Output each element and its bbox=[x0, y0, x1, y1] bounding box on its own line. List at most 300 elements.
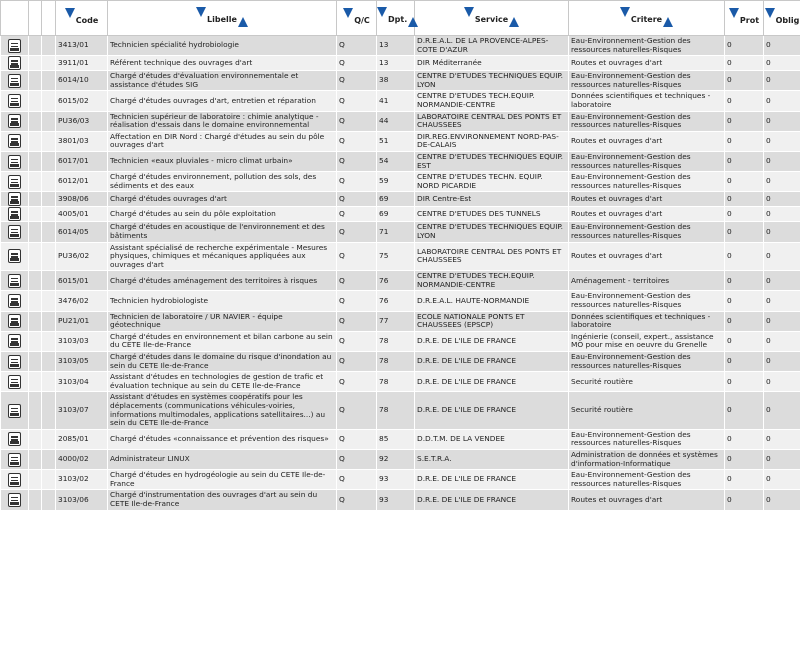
document-icon[interactable] bbox=[8, 74, 21, 88]
document-icon[interactable] bbox=[8, 94, 21, 108]
blank-column-header bbox=[29, 1, 42, 36]
table-row bbox=[1, 71, 800, 91]
critere-cell: Eau-Environnement-Gestion des ressources naturelles-Risques bbox=[569, 222, 725, 242]
table-row bbox=[1, 429, 800, 449]
dpt-header[interactable]: Dpt. bbox=[377, 1, 415, 36]
dpt-cell: 78 bbox=[377, 331, 415, 351]
blank-cell bbox=[29, 352, 42, 372]
blank-cell bbox=[42, 392, 56, 429]
prot-cell: 0 bbox=[725, 172, 764, 192]
sort-desc-icon[interactable] bbox=[464, 7, 474, 17]
prot-cell: 0 bbox=[725, 131, 764, 151]
detail-cell[interactable] bbox=[1, 372, 29, 392]
critere-cell: Routes et ouvrages d'art bbox=[569, 207, 725, 222]
dpt-cell: 71 bbox=[377, 222, 415, 242]
detail-cell[interactable] bbox=[1, 490, 29, 510]
dpt-cell: 78 bbox=[377, 352, 415, 372]
header-row bbox=[1, 1, 800, 36]
critere-cell: Securité routière bbox=[569, 392, 725, 429]
detail-cell[interactable] bbox=[1, 56, 29, 71]
document-icon[interactable] bbox=[8, 134, 21, 148]
sort-asc-icon[interactable] bbox=[408, 17, 418, 27]
table-row bbox=[1, 111, 800, 131]
detail-cell[interactable] bbox=[1, 207, 29, 222]
oblig-cell: 0 bbox=[764, 490, 800, 510]
blank-cell bbox=[29, 91, 42, 111]
dpt-cell: 77 bbox=[377, 311, 415, 331]
detail-cell[interactable] bbox=[1, 352, 29, 372]
table-row bbox=[1, 271, 800, 291]
service-cell: CENTRE D'ETUDES DES TUNNELS bbox=[415, 207, 569, 222]
document-icon[interactable] bbox=[8, 249, 21, 263]
table-row bbox=[1, 222, 800, 242]
prot-cell: 0 bbox=[725, 449, 764, 469]
sort-desc-icon[interactable] bbox=[620, 7, 630, 17]
detail-cell[interactable] bbox=[1, 151, 29, 171]
oblig-cell: 0 bbox=[764, 470, 800, 490]
oblig-cell: 0 bbox=[764, 242, 800, 271]
code-cell: 4005/01 bbox=[56, 207, 108, 222]
libelle-cell: Affectation en DIR Nord : Chargé d'études au sein du pôle ouvrages d'art bbox=[108, 131, 337, 151]
service-cell: CENTRE D'ETUDES TECHNIQUES EQUIP. LYON bbox=[415, 71, 569, 91]
prot-cell: 0 bbox=[725, 56, 764, 71]
qc-cell: Q bbox=[337, 36, 377, 56]
sort-desc-icon[interactable] bbox=[729, 8, 739, 18]
code-cell: 2085/01 bbox=[56, 429, 108, 449]
table-row bbox=[1, 392, 800, 429]
critere-cell: Eau-Environnement-Gestion des ressources naturelles-Risques bbox=[569, 429, 725, 449]
service-cell: D.R.E.A.L. DE LA PROVENCE-ALPES-COTE D'AZUR bbox=[415, 36, 569, 56]
document-icon[interactable] bbox=[8, 175, 21, 189]
table-row bbox=[1, 91, 800, 111]
table-row bbox=[1, 172, 800, 192]
oblig-cell: 0 bbox=[764, 207, 800, 222]
detail-cell[interactable] bbox=[1, 449, 29, 469]
qc-cell: Q bbox=[337, 131, 377, 151]
blank-cell bbox=[29, 151, 42, 171]
oblig-cell: 0 bbox=[764, 111, 800, 131]
prot-cell: 0 bbox=[725, 470, 764, 490]
document-icon[interactable] bbox=[8, 375, 21, 389]
oblig-cell: 0 bbox=[764, 192, 800, 207]
blank-column-header bbox=[42, 1, 56, 36]
oblig-cell: 0 bbox=[764, 352, 800, 372]
table-row bbox=[1, 470, 800, 490]
detail-cell[interactable] bbox=[1, 222, 29, 242]
libelle-cell: Technicien hydrobiologiste bbox=[108, 291, 337, 311]
blank-cell bbox=[29, 172, 42, 192]
code-cell: 3413/01 bbox=[56, 36, 108, 56]
oblig-cell: 0 bbox=[764, 311, 800, 331]
sort-desc-icon[interactable] bbox=[196, 7, 206, 17]
table-body bbox=[1, 36, 800, 511]
document-icon[interactable] bbox=[8, 473, 21, 487]
oblig-cell: 0 bbox=[764, 449, 800, 469]
qc-cell: Q bbox=[337, 222, 377, 242]
critere-cell: Eau-Environnement-Gestion des ressources naturelles-Risques bbox=[569, 470, 725, 490]
service-cell: S.E.T.R.A. bbox=[415, 449, 569, 469]
code-cell: 3103/02 bbox=[56, 470, 108, 490]
libelle-cell: Chargé d'études dans le domaine du risque d'inondation au sein du CETE Ile-de-France bbox=[108, 352, 337, 372]
libelle-cell: Chargé d'études au sein du pôle exploitation bbox=[108, 207, 337, 222]
blank-cell bbox=[42, 372, 56, 392]
libelle-cell: Technicien supérieur de laboratoire : chimie analytique - réalisation d'essais dans le domaine environnemental bbox=[108, 111, 337, 131]
qc-header[interactable]: Q/C bbox=[337, 1, 377, 36]
detail-cell[interactable] bbox=[1, 36, 29, 56]
document-icon[interactable] bbox=[8, 114, 21, 128]
blank-cell bbox=[29, 311, 42, 331]
qc-cell: Q bbox=[337, 151, 377, 171]
code-cell: 3103/05 bbox=[56, 352, 108, 372]
blank-cell bbox=[42, 192, 56, 207]
document-icon[interactable] bbox=[8, 274, 21, 288]
dpt-cell: 69 bbox=[377, 192, 415, 207]
code-cell: 3103/03 bbox=[56, 331, 108, 351]
code-cell: 6012/01 bbox=[56, 172, 108, 192]
critere-cell: Administration de données et systèmes d'information-Informatique bbox=[569, 449, 725, 469]
critere-cell: Eau-Environnement-Gestion des ressources naturelles-Risques bbox=[569, 71, 725, 91]
document-icon[interactable] bbox=[8, 334, 21, 348]
service-cell: D.R.E. DE L'ILE DE FRANCE bbox=[415, 490, 569, 510]
prot-cell: 0 bbox=[725, 242, 764, 271]
blank-cell bbox=[29, 111, 42, 131]
prot-cell: 0 bbox=[725, 36, 764, 56]
dpt-cell: 93 bbox=[377, 490, 415, 510]
prot-cell: 0 bbox=[725, 71, 764, 91]
table-row bbox=[1, 242, 800, 271]
dpt-cell: 76 bbox=[377, 271, 415, 291]
dpt-cell: 78 bbox=[377, 392, 415, 429]
detail-cell[interactable] bbox=[1, 192, 29, 207]
service-cell: CENTRE D'ETUDES TECHNIQUES EQUIP. EST bbox=[415, 151, 569, 171]
prot-cell: 0 bbox=[725, 429, 764, 449]
detail-cell[interactable] bbox=[1, 91, 29, 111]
service-cell: CENTRE D'ETUDES TECH.EQUIP. NORMANDIE-CENTRE bbox=[415, 271, 569, 291]
blank-cell bbox=[42, 71, 56, 91]
blank-cell bbox=[29, 470, 42, 490]
service-cell: D.R.E. DE L'ILE DE FRANCE bbox=[415, 392, 569, 429]
service-cell: D.R.E. DE L'ILE DE FRANCE bbox=[415, 470, 569, 490]
qc-cell: Q bbox=[337, 372, 377, 392]
prot-cell: 0 bbox=[725, 490, 764, 510]
qc-cell: Q bbox=[337, 271, 377, 291]
oblig-cell: 0 bbox=[764, 392, 800, 429]
table-row bbox=[1, 331, 800, 351]
oblig-cell: 0 bbox=[764, 222, 800, 242]
critere-cell: Données scientifiques et techniques - laboratoire bbox=[569, 311, 725, 331]
code-cell: 3103/06 bbox=[56, 490, 108, 510]
code-cell: 3908/06 bbox=[56, 192, 108, 207]
service-cell: DIR Méditerranée bbox=[415, 56, 569, 71]
document-icon[interactable] bbox=[8, 39, 21, 53]
libelle-cell: Assistant d'études en technologies de gestion de trafic et évaluation technique au sein du CETE Ile-de-France bbox=[108, 372, 337, 392]
critere-cell: Routes et ouvrages d'art bbox=[569, 490, 725, 510]
blank-cell bbox=[42, 291, 56, 311]
critere-cell: Routes et ouvrages d'art bbox=[569, 131, 725, 151]
oblig-cell: 0 bbox=[764, 291, 800, 311]
libelle-cell: Chargé d'études en hydrogéologie au sein du CETE Ile-de-France bbox=[108, 470, 337, 490]
code-cell: 3103/04 bbox=[56, 372, 108, 392]
prot-cell: 0 bbox=[725, 372, 764, 392]
service-cell: D.R.E.A.L. HAUTE-NORMANDIE bbox=[415, 291, 569, 311]
blank-cell bbox=[29, 372, 42, 392]
dpt-cell: 59 bbox=[377, 172, 415, 192]
oblig-cell: 0 bbox=[764, 172, 800, 192]
code-cell: 3911/01 bbox=[56, 56, 108, 71]
oblig-cell: 0 bbox=[764, 372, 800, 392]
service-cell: LABORATOIRE CENTRAL DES PONTS ET CHAUSSEES bbox=[415, 111, 569, 131]
service-cell: CENTRE D'ETUDES TECH.EQUIP. NORMANDIE-CENTRE bbox=[415, 91, 569, 111]
oblig-cell: 0 bbox=[764, 151, 800, 171]
code-cell: PU36/02 bbox=[56, 242, 108, 271]
code-cell: 3801/03 bbox=[56, 131, 108, 151]
blank-cell bbox=[29, 392, 42, 429]
service-cell: D.R.E. DE L'ILE DE FRANCE bbox=[415, 372, 569, 392]
table-row bbox=[1, 291, 800, 311]
oblig-cell: 0 bbox=[764, 91, 800, 111]
document-icon[interactable] bbox=[8, 56, 21, 70]
qc-cell: Q bbox=[337, 172, 377, 192]
libelle-cell: Chargé d'études ouvrages d'art, entretien et réparation bbox=[108, 91, 337, 111]
qc-cell: Q bbox=[337, 470, 377, 490]
qc-cell: Q bbox=[337, 352, 377, 372]
detail-cell[interactable] bbox=[1, 271, 29, 291]
document-icon[interactable] bbox=[8, 493, 21, 507]
blank-cell bbox=[42, 429, 56, 449]
detail-cell[interactable] bbox=[1, 392, 29, 429]
blank-cell bbox=[42, 207, 56, 222]
dpt-cell: 76 bbox=[377, 291, 415, 311]
libelle-header[interactable]: Libelle bbox=[108, 1, 337, 36]
service-cell: D.D.T.M. DE LA VENDEE bbox=[415, 429, 569, 449]
blank-cell bbox=[42, 91, 56, 111]
blank-cell bbox=[29, 429, 42, 449]
libelle-cell: Assistant d'études en systèmes coopératifs pour les déplacements (communications véhicules-voiries, informations multimodales, applications satellitaires...) au sein du CETE Ile-de-France bbox=[108, 392, 337, 429]
sort-desc-icon[interactable] bbox=[65, 8, 75, 18]
qc-cell: Q bbox=[337, 311, 377, 331]
document-icon[interactable] bbox=[8, 404, 21, 418]
qc-cell: Q bbox=[337, 192, 377, 207]
dpt-cell: 75 bbox=[377, 242, 415, 271]
table-row bbox=[1, 490, 800, 510]
prot-cell: 0 bbox=[725, 311, 764, 331]
table-row bbox=[1, 192, 800, 207]
detail-cell[interactable] bbox=[1, 331, 29, 351]
prot-cell: 0 bbox=[725, 352, 764, 372]
prot-cell: 0 bbox=[725, 207, 764, 222]
sort-desc-icon[interactable] bbox=[765, 8, 775, 18]
blank-cell bbox=[42, 131, 56, 151]
libelle-cell: Technicien «eaux pluviales - micro climat urbain» bbox=[108, 151, 337, 171]
service-cell: DIR.REG.ENVIRONNEMENT NORD-PAS-DE-CALAIS bbox=[415, 131, 569, 151]
libelle-cell: Chargé d'études «connaissance et prévention des risques» bbox=[108, 429, 337, 449]
service-cell: ECOLE NATIONALE PONTS ET CHAUSSEES (EPSCP) bbox=[415, 311, 569, 331]
blank-cell bbox=[42, 352, 56, 372]
oblig-cell: 0 bbox=[764, 56, 800, 71]
blank-cell bbox=[29, 56, 42, 71]
blank-cell bbox=[42, 271, 56, 291]
libelle-cell: Référent technique des ouvrages d'art bbox=[108, 56, 337, 71]
blank-cell bbox=[29, 271, 42, 291]
qc-cell: Q bbox=[337, 291, 377, 311]
prot-cell: 0 bbox=[725, 392, 764, 429]
document-icon[interactable] bbox=[8, 294, 21, 308]
table-row bbox=[1, 56, 800, 71]
blank-cell bbox=[29, 207, 42, 222]
oblig-cell: 0 bbox=[764, 36, 800, 56]
detail-cell[interactable] bbox=[1, 111, 29, 131]
dpt-cell: 51 bbox=[377, 131, 415, 151]
detail-cell[interactable] bbox=[1, 242, 29, 271]
prot-cell: 0 bbox=[725, 271, 764, 291]
service-cell: D.R.E. DE L'ILE DE FRANCE bbox=[415, 352, 569, 372]
table-row bbox=[1, 151, 800, 171]
table-row bbox=[1, 372, 800, 392]
blank-cell bbox=[29, 192, 42, 207]
detail-cell[interactable] bbox=[1, 429, 29, 449]
libelle-cell: Assistant spécialisé de recherche expérimentale - Mesures physiques, chimiques et mécaniques appliquées aux ouvrages d'art bbox=[108, 242, 337, 271]
dpt-cell: 93 bbox=[377, 470, 415, 490]
detail-cell[interactable] bbox=[1, 470, 29, 490]
prot-header[interactable]: Prot bbox=[725, 1, 764, 36]
code-cell: 4000/02 bbox=[56, 449, 108, 469]
critere-cell: Eau-Environnement-Gestion des ressources naturelles-Risques bbox=[569, 151, 725, 171]
qc-cell: Q bbox=[337, 71, 377, 91]
prot-cell: 0 bbox=[725, 192, 764, 207]
blank-cell bbox=[29, 291, 42, 311]
libelle-cell: Administrateur LINUX bbox=[108, 449, 337, 469]
table-row bbox=[1, 207, 800, 222]
prot-cell: 0 bbox=[725, 111, 764, 131]
table-row bbox=[1, 311, 800, 331]
libelle-cell: Technicien spécialité hydrobiologie bbox=[108, 36, 337, 56]
qc-cell: Q bbox=[337, 111, 377, 131]
dpt-cell: 54 bbox=[377, 151, 415, 171]
critere-cell: Securité routière bbox=[569, 372, 725, 392]
code-cell: 3103/07 bbox=[56, 392, 108, 429]
blank-cell bbox=[29, 490, 42, 510]
blank-cell bbox=[42, 111, 56, 131]
document-icon[interactable] bbox=[8, 225, 21, 239]
libelle-cell: Chargé d'instrumentation des ouvrages d'art au sein du CETE Ile-de-France bbox=[108, 490, 337, 510]
qc-cell: Q bbox=[337, 429, 377, 449]
table-row bbox=[1, 131, 800, 151]
blank-cell bbox=[29, 449, 42, 469]
blank-cell bbox=[29, 222, 42, 242]
prot-cell: 0 bbox=[725, 291, 764, 311]
detail-cell[interactable] bbox=[1, 131, 29, 151]
table-row bbox=[1, 36, 800, 56]
oblig-cell: 0 bbox=[764, 131, 800, 151]
blank-cell bbox=[29, 331, 42, 351]
document-icon[interactable] bbox=[8, 453, 21, 467]
critere-cell: Aménagement - territoires bbox=[569, 271, 725, 291]
detail-cell[interactable] bbox=[1, 291, 29, 311]
dpt-cell: 13 bbox=[377, 56, 415, 71]
critere-cell: Données scientifiques et techniques - laboratoire bbox=[569, 91, 725, 111]
libelle-cell: Chargé d'études d'évaluation environnementale et assistance d'études SIG bbox=[108, 71, 337, 91]
qc-cell: Q bbox=[337, 242, 377, 271]
code-cell: PU21/01 bbox=[56, 311, 108, 331]
critere-cell: Routes et ouvrages d'art bbox=[569, 192, 725, 207]
blank-cell bbox=[29, 242, 42, 271]
qc-cell: Q bbox=[337, 91, 377, 111]
sort-asc-icon[interactable] bbox=[238, 17, 248, 27]
dpt-cell: 85 bbox=[377, 429, 415, 449]
dpt-cell: 41 bbox=[377, 91, 415, 111]
qc-cell: Q bbox=[337, 331, 377, 351]
libelle-cell: Technicien de laboratoire / UR NAVIER - équipe géotechnique bbox=[108, 311, 337, 331]
prot-cell: 0 bbox=[725, 91, 764, 111]
document-icon[interactable] bbox=[8, 314, 21, 328]
code-header[interactable]: Code bbox=[56, 1, 108, 36]
dpt-cell: 69 bbox=[377, 207, 415, 222]
qc-cell: Q bbox=[337, 490, 377, 510]
code-cell: 6015/02 bbox=[56, 91, 108, 111]
oblig-cell: 0 bbox=[764, 71, 800, 91]
critere-cell: Eau-Environnement-Gestion des ressources naturelles-Risques bbox=[569, 172, 725, 192]
blank-cell bbox=[42, 470, 56, 490]
code-cell: 6017/01 bbox=[56, 151, 108, 171]
sort-desc-icon[interactable] bbox=[377, 7, 387, 17]
document-icon[interactable] bbox=[8, 355, 21, 369]
blank-cell bbox=[42, 331, 56, 351]
detail-cell[interactable] bbox=[1, 172, 29, 192]
libelle-cell: Chargé d'études ouvrages d'art bbox=[108, 192, 337, 207]
code-cell: 3476/02 bbox=[56, 291, 108, 311]
blank-cell bbox=[42, 222, 56, 242]
libelle-cell: Chargé d'études en environnement et bilan carbone au sein du CETE Ile-de-France bbox=[108, 331, 337, 351]
dpt-cell: 92 bbox=[377, 449, 415, 469]
code-cell: 6014/05 bbox=[56, 222, 108, 242]
blank-cell bbox=[42, 36, 56, 56]
critere-cell: Routes et ouvrages d'art bbox=[569, 56, 725, 71]
blank-cell bbox=[29, 131, 42, 151]
document-icon[interactable] bbox=[8, 207, 21, 221]
blank-cell bbox=[42, 490, 56, 510]
detail-cell[interactable] bbox=[1, 311, 29, 331]
prot-cell: 0 bbox=[725, 151, 764, 171]
oblig-cell: 0 bbox=[764, 331, 800, 351]
service-cell: D.R.E. DE L'ILE DE FRANCE bbox=[415, 331, 569, 351]
icon-column-header bbox=[1, 1, 29, 36]
critere-cell: Eau-Environnement-Gestion des ressources naturelles-Risques bbox=[569, 111, 725, 131]
document-icon[interactable] bbox=[8, 192, 21, 206]
libelle-cell: Chargé d'études environnement, pollution des sols, des sédiments et des eaux bbox=[108, 172, 337, 192]
code-cell: 6015/01 bbox=[56, 271, 108, 291]
prot-cell: 0 bbox=[725, 331, 764, 351]
document-icon[interactable] bbox=[8, 155, 21, 169]
sort-asc-icon[interactable] bbox=[663, 17, 673, 27]
oblig-header[interactable]: Oblig bbox=[764, 1, 800, 36]
sort-asc-icon[interactable] bbox=[509, 17, 519, 27]
table-row bbox=[1, 352, 800, 372]
critere-cell: Eau-Environnement-Gestion des ressources naturelles-Risques bbox=[569, 36, 725, 56]
sort-desc-icon[interactable] bbox=[343, 8, 353, 18]
service-header[interactable]: Service bbox=[415, 1, 569, 36]
blank-cell bbox=[42, 449, 56, 469]
document-icon[interactable] bbox=[8, 432, 21, 446]
libelle-cell: Chargé d'études aménagement des territoires à risques bbox=[108, 271, 337, 291]
detail-cell[interactable] bbox=[1, 71, 29, 91]
service-cell: CENTRE D'ETUDES TECHN. EQUIP. NORD PICARDIE bbox=[415, 172, 569, 192]
oblig-cell: 0 bbox=[764, 271, 800, 291]
critere-header[interactable]: Critere bbox=[569, 1, 725, 36]
critere-cell: Eau-Environnement-Gestion des ressources naturelles-Risques bbox=[569, 352, 725, 372]
service-cell: LABORATOIRE CENTRAL DES PONTS ET CHAUSSEES bbox=[415, 242, 569, 271]
libelle-cell: Chargé d'études en acoustique de l'environnement et des bâtiments bbox=[108, 222, 337, 242]
prot-cell: 0 bbox=[725, 222, 764, 242]
